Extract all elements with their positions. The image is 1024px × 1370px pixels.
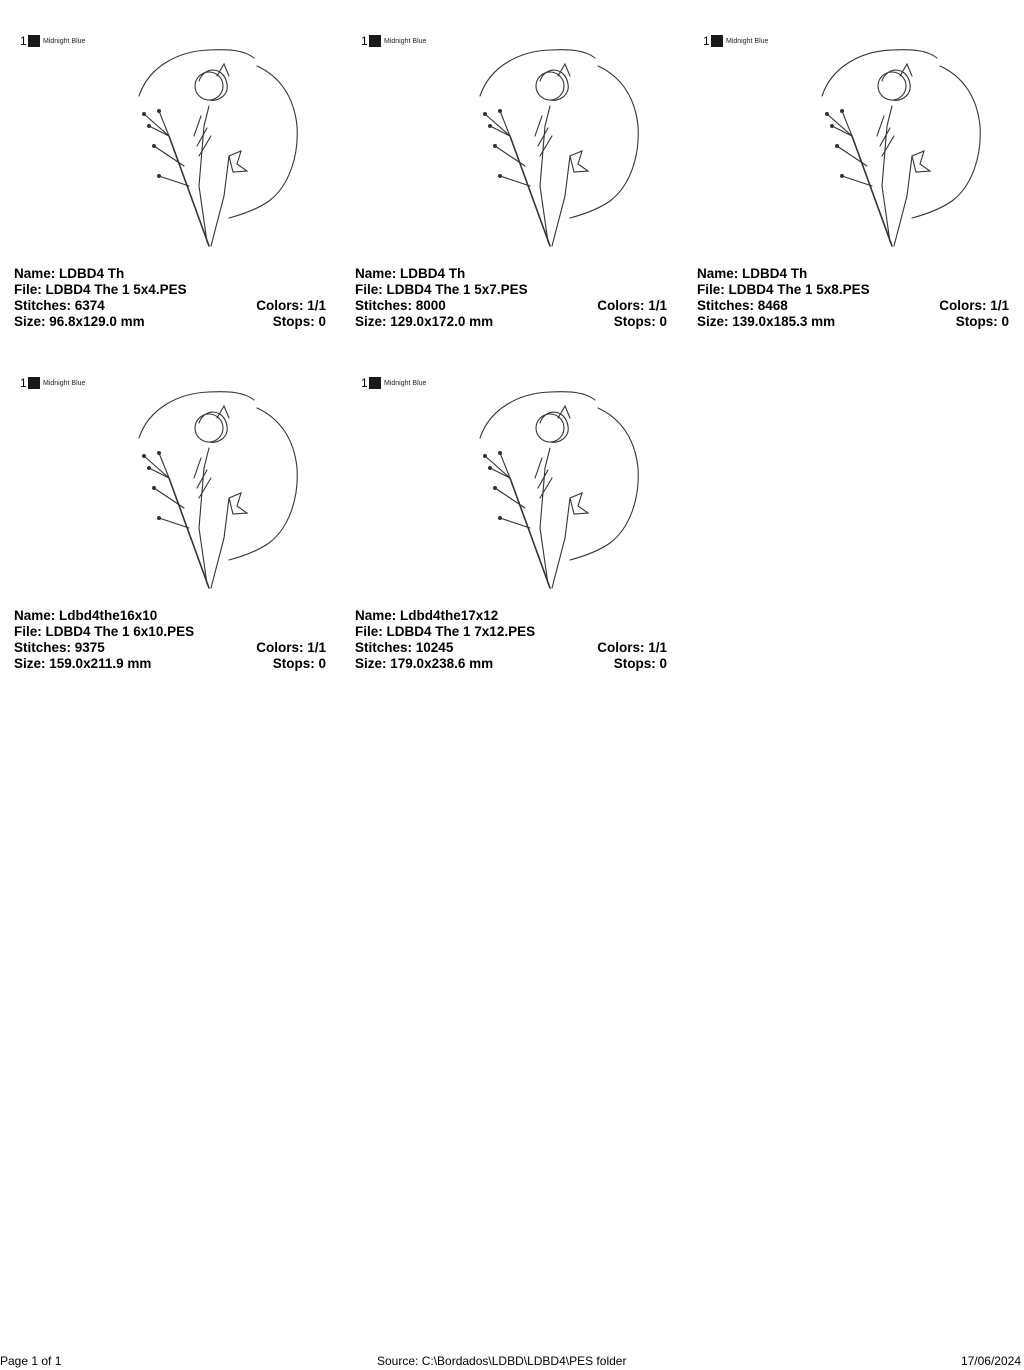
stitches-label: Stitches: bbox=[14, 298, 72, 313]
design-info bbox=[697, 266, 1011, 330]
thread-color-name: Midnight Blue bbox=[43, 37, 86, 45]
thread-color-name: Midnight Blue bbox=[43, 379, 86, 387]
design-name: LDBD4 Th bbox=[400, 266, 466, 281]
design-file: LDBD4 The 1 7x12.PES bbox=[386, 624, 536, 639]
name-label: Name: bbox=[355, 608, 397, 623]
thread-color-list bbox=[703, 34, 768, 48]
file-label: File: bbox=[697, 282, 725, 297]
design-file: LDBD4 The 1 5x8.PES bbox=[728, 282, 870, 297]
thread-swatch bbox=[369, 35, 381, 47]
size-label: Size: bbox=[355, 314, 387, 329]
thread-color-list bbox=[361, 34, 426, 48]
stops-label: Stops: bbox=[613, 314, 656, 329]
page-number: Page 1 of 1 bbox=[0, 1354, 62, 1368]
stitch-count: 8000 bbox=[415, 298, 446, 313]
thread-swatch bbox=[369, 377, 381, 389]
size-label: Size: bbox=[697, 314, 729, 329]
source-path: Source: C:\Bordados\LDBD\LDBD4\PES folder bbox=[377, 1354, 627, 1368]
thread-color-name: Midnight Blue bbox=[384, 379, 427, 387]
color-count: 1/1 bbox=[307, 298, 326, 313]
design-info bbox=[355, 266, 669, 330]
thread-index: 1 bbox=[361, 34, 368, 48]
file-label: File: bbox=[14, 624, 42, 639]
stops-label: Stops: bbox=[613, 656, 656, 671]
stops-label: Stops: bbox=[955, 314, 998, 329]
stop-count: 0 bbox=[659, 656, 667, 671]
embroidery-preview-image bbox=[812, 36, 994, 258]
stitches-label: Stitches: bbox=[14, 640, 72, 655]
colors-label: Colors: bbox=[256, 640, 304, 655]
design-card bbox=[697, 8, 1011, 338]
color-count: 1/1 bbox=[990, 298, 1009, 313]
stops-label: Stops: bbox=[272, 314, 315, 329]
design-name: Ldbd4the16x10 bbox=[59, 608, 158, 623]
design-size: 179.0x238.6 mm bbox=[390, 656, 494, 671]
colors-label: Colors: bbox=[256, 298, 304, 313]
thread-index: 1 bbox=[361, 376, 368, 390]
stop-count: 0 bbox=[659, 314, 667, 329]
design-name: LDBD4 Th bbox=[59, 266, 125, 281]
design-size: 139.0x185.3 mm bbox=[732, 314, 836, 329]
design-card bbox=[355, 350, 669, 680]
floral-wreath-illustration bbox=[470, 378, 652, 600]
floral-wreath-illustration bbox=[129, 36, 311, 258]
stop-count: 0 bbox=[1001, 314, 1009, 329]
stop-count: 0 bbox=[318, 314, 326, 329]
name-label: Name: bbox=[355, 266, 397, 281]
floral-wreath-illustration bbox=[812, 36, 994, 258]
design-name: LDBD4 Th bbox=[742, 266, 808, 281]
stitches-label: Stitches: bbox=[697, 298, 755, 313]
thread-color-name: Midnight Blue bbox=[726, 37, 769, 45]
floral-wreath-illustration bbox=[129, 378, 311, 600]
design-size: 159.0x211.9 mm bbox=[49, 656, 152, 671]
embroidery-preview-image bbox=[129, 36, 311, 258]
thread-swatch bbox=[28, 377, 40, 389]
print-date: 17/06/2024 bbox=[960, 1354, 1021, 1368]
design-info bbox=[14, 266, 328, 330]
design-name: Ldbd4the17x12 bbox=[400, 608, 499, 623]
stitch-count: 6374 bbox=[74, 298, 105, 313]
stitches-label: Stitches: bbox=[355, 640, 413, 655]
name-label: Name: bbox=[14, 608, 56, 623]
name-label: Name: bbox=[14, 266, 56, 281]
thread-color-list bbox=[20, 34, 85, 48]
design-file: LDBD4 The 1 6x10.PES bbox=[45, 624, 195, 639]
colors-label: Colors: bbox=[597, 298, 645, 313]
stitch-count: 9375 bbox=[74, 640, 105, 655]
stitches-label: Stitches: bbox=[355, 298, 413, 313]
thread-swatch bbox=[711, 35, 723, 47]
embroidery-preview-image bbox=[129, 378, 311, 600]
design-file: LDBD4 The 1 5x4.PES bbox=[45, 282, 187, 297]
stitch-count: 10245 bbox=[415, 640, 454, 655]
thread-color-list bbox=[361, 376, 426, 390]
colors-label: Colors: bbox=[939, 298, 987, 313]
design-info bbox=[355, 608, 669, 672]
embroidery-preview-image bbox=[470, 36, 652, 258]
color-count: 1/1 bbox=[648, 640, 667, 655]
design-size: 96.8x129.0 mm bbox=[49, 314, 145, 329]
thread-index: 1 bbox=[703, 34, 710, 48]
color-count: 1/1 bbox=[307, 640, 326, 655]
colors-label: Colors: bbox=[597, 640, 645, 655]
size-label: Size: bbox=[14, 314, 46, 329]
thread-index: 1 bbox=[20, 34, 27, 48]
size-label: Size: bbox=[355, 656, 387, 671]
file-label: File: bbox=[355, 624, 383, 639]
design-card bbox=[14, 8, 328, 338]
name-label: Name: bbox=[697, 266, 739, 281]
embroidery-preview-image bbox=[470, 378, 652, 600]
thread-color-name: Midnight Blue bbox=[384, 37, 427, 45]
stitch-count: 8468 bbox=[757, 298, 788, 313]
design-card bbox=[14, 350, 328, 680]
thread-index: 1 bbox=[20, 376, 27, 390]
design-file: LDBD4 The 1 5x7.PES bbox=[386, 282, 528, 297]
stops-label: Stops: bbox=[272, 656, 315, 671]
floral-wreath-illustration bbox=[470, 36, 652, 258]
file-label: File: bbox=[14, 282, 42, 297]
design-size: 129.0x172.0 mm bbox=[390, 314, 494, 329]
thread-color-list bbox=[20, 376, 85, 390]
design-card bbox=[355, 8, 669, 338]
file-label: File: bbox=[355, 282, 383, 297]
thread-swatch bbox=[28, 35, 40, 47]
color-count: 1/1 bbox=[648, 298, 667, 313]
design-info bbox=[14, 608, 328, 672]
stop-count: 0 bbox=[318, 656, 326, 671]
size-label: Size: bbox=[14, 656, 46, 671]
